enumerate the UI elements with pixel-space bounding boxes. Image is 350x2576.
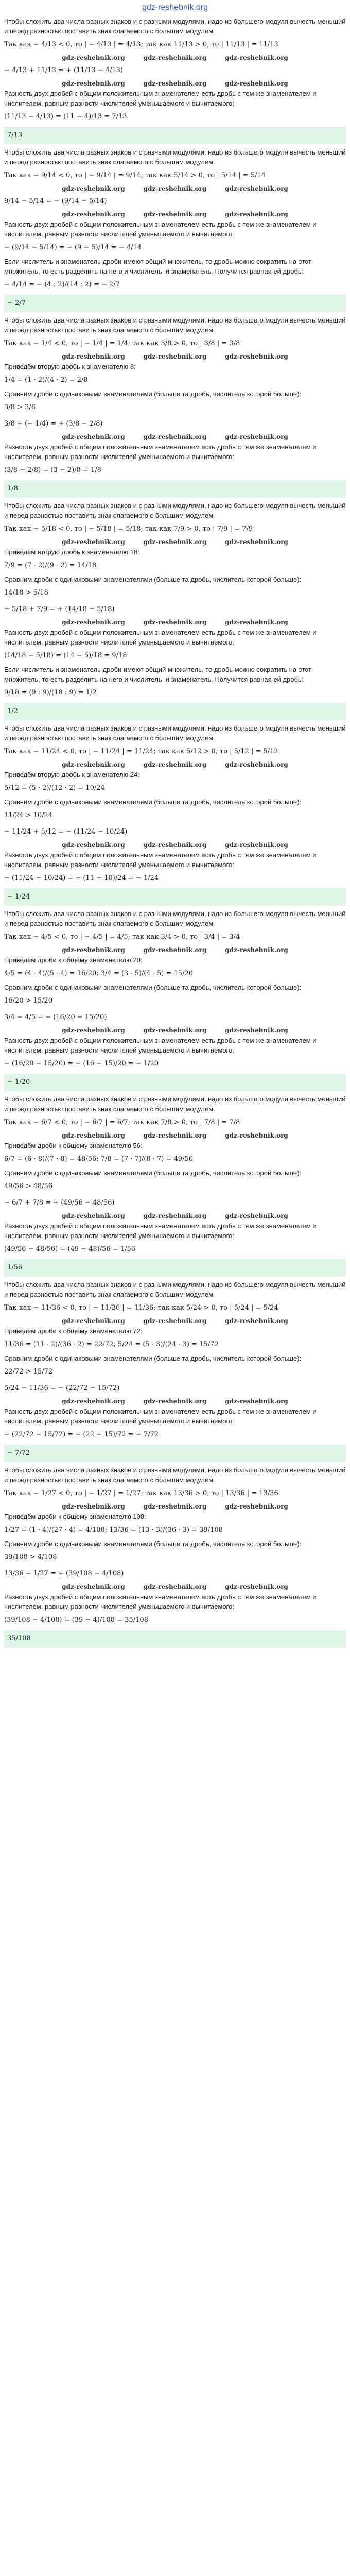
watermark: gdz-reshebnik.org (143, 1503, 207, 1510)
same-denominator-note: Разность двух дробей с общим положительным знаменателем есть дробь с тем же знаменателем и числителем, равным разности числителей уменьшаемого и вычитаемого: (4, 629, 317, 646)
watermark: gdz-reshebnik.org (225, 211, 288, 218)
watermark: gdz-reshebnik.org (143, 946, 207, 954)
watermark: gdz-reshebnik.org (143, 1317, 207, 1325)
common-denominator-step: 7/9 = (7 · 2)/(9 · 2) = 14/18 (4, 562, 97, 569)
compare-step: 14/18 > 5/18 (4, 589, 48, 597)
difference-step: (49/56 − 48/56) = (49 − 48)/56 = 1/56 (4, 1245, 136, 1253)
solution-block (4, 501, 346, 720)
common-denominator-step: 1/4 = (1 · 2)/(4 · 2) = 2/8 (4, 376, 88, 384)
rule-text: Чтобы сложить два числа разных знаков и с разными модулями, надо из большего модуля вычесть меньший и перед разностью поставить знак слагаемого с большим модулем. (4, 316, 346, 334)
difference-step: − (16/20 − 15/20) = − (16 − 15)/20 = − 1/20 (4, 1060, 159, 1067)
watermark: gdz-reshebnik.org (225, 841, 288, 849)
same-denominator-note: Разность двух дробей с общим положительным знаменателем есть дробь с тем же знаменателем и числителем, равным разности числителей уменьшаемого и вычитаемого: (4, 1593, 317, 1611)
watermark: gdz-reshebnik.org (62, 1132, 125, 1139)
solution-content (4, 16, 346, 1648)
watermark-row (4, 538, 346, 546)
solution-block (4, 1465, 346, 1648)
same-denominator-note: Разность двух дробей с общим положительным знаменателем есть дробь с тем же знаменателем и числителем, равным разности числителей уменьшаемого и вычитаемого: (4, 221, 317, 238)
watermark: gdz-reshebnik.org (62, 1398, 125, 1405)
compare-note: Сравним дроби с одинаковыми знаменателями (больше та дробь, числитель которой больше): (4, 1540, 302, 1548)
site-header[interactable]: gdz-reshebnik.org (142, 3, 208, 12)
answer-band: 1/8 (4, 480, 346, 498)
common-denominator-note: Приведём вторую дробь к знаменателю 8: (4, 363, 136, 370)
same-denominator-note: Разность двух дробей с общим положительным знаменателем есть дробь с тем же знаменателем и числителем, равным разности числителей уменьшаемого и вычитаемого: (4, 1408, 317, 1425)
watermark-row (4, 79, 346, 88)
answer-band: − 7/72 (4, 1445, 346, 1462)
answer-band: 35/108 (4, 1630, 346, 1648)
watermark: gdz-reshebnik.org (143, 1583, 207, 1590)
watermark: gdz-reshebnik.org (62, 1027, 125, 1034)
same-denominator-note: Разность двух дробей с общим положительным знаменателем есть дробь с тем же знаменателем и числителем, равным разности числителей уменьшаемого и вычитаемого: (4, 90, 317, 107)
solution-block (4, 723, 346, 906)
solution-block (4, 147, 346, 312)
watermark: gdz-reshebnik.org (143, 54, 207, 61)
watermark: gdz-reshebnik.org (225, 433, 288, 440)
watermark-row (4, 54, 346, 62)
compare-step: 39/108 > 4/108 (4, 1553, 57, 1561)
watermark: gdz-reshebnik.org (143, 433, 207, 440)
watermark-row (4, 841, 346, 849)
watermark: gdz-reshebnik.org (225, 1027, 288, 1034)
modulus-comparison: Так как − 5/18 < 0, то | − 5/18 | = 5/18; так как 7/9 > 0, то | 7/9 | = 7/9 (4, 525, 253, 533)
difference-step: (39/108 − 4/108) = (39 − 4)/108 = 35/108 (4, 1616, 148, 1624)
watermark: gdz-reshebnik.org (62, 185, 125, 192)
solution-block (4, 16, 346, 144)
sum-expression: 13/36 − 1/27 = + (39/108 − 4/108) (4, 1570, 124, 1578)
difference-step: − (22/72 − 15/72) = − (22 − 15)/72 = − 7/72 (4, 1431, 159, 1438)
watermark-row (4, 1502, 346, 1511)
watermark: gdz-reshebnik.org (62, 841, 125, 849)
compare-note: Сравним дроби с одинаковыми знаменателями (больше та дробь, числитель которой больше): (4, 1354, 302, 1362)
watermark-row (4, 618, 346, 626)
compare-note: Сравним дроби с одинаковыми знаменателями (больше та дробь, числитель которой больше): (4, 575, 302, 583)
reduce-step: − 4/14 = − (4 : 2)/(14 : 2) = − 2/7 (4, 281, 120, 289)
common-denominator-note: Приведём вторую дробь к знаменателю 18: (4, 548, 139, 556)
watermark: gdz-reshebnik.org (62, 211, 125, 218)
sum-expression: 5/24 − 11/36 = − (22/72 − 15/72) (4, 1384, 120, 1392)
common-denominator-note: Приведём вторую дробь к знаменателю 24: (4, 771, 139, 778)
watermark-row (4, 1317, 346, 1325)
watermark: gdz-reshebnik.org (225, 1583, 288, 1590)
watermark: gdz-reshebnik.org (62, 761, 125, 768)
answer-band: 7/13 (4, 127, 346, 144)
reduce-note: Если числитель и знаменатель дроби имеют общий множитель, то дробь можно сократить на этот множитель, то есть разделить на него и числитель, и знаменатель. Получится равная ей дробь: (4, 666, 311, 683)
watermark-row (4, 210, 346, 218)
watermark-row (4, 1397, 346, 1405)
watermark: gdz-reshebnik.org (225, 538, 288, 546)
reduce-note: Если числитель и знаменатель дроби имеют общий множитель, то дробь можно сократить на этот множитель, то есть разделить на него и числитель, и знаменатель. Получится равная ей дробь: (4, 258, 311, 275)
watermark: gdz-reshebnik.org (143, 1212, 207, 1219)
modulus-comparison: Так как − 9/14 < 0, то | − 9/14 | = 9/14; так как 5/14 > 0, то | 5/14 | = 5/14 (4, 172, 266, 179)
watermark: gdz-reshebnik.org (62, 80, 125, 87)
rule-text: Чтобы сложить два числа разных знаков и с разными модулями, надо из большего модуля вычесть меньший и перед разностью поставить знак слагаемого с большим модулем. (4, 724, 346, 742)
watermark: gdz-reshebnik.org (62, 1583, 125, 1590)
answer-band: − 2/7 (4, 295, 346, 312)
compare-note: Сравним дроби с одинаковыми знаменателями (больше та дробь, числитель которой больше): (4, 1169, 302, 1177)
watermark: gdz-reshebnik.org (62, 353, 125, 360)
difference-step: (3/8 − 2/8) = (3 − 2)/8 = 1/8 (4, 466, 101, 474)
rule-text: Чтобы сложить два числа разных знаков и с разными модулями, надо из большего модуля вычесть меньший и перед разностью поставить знак слагаемого с большим модулем. (4, 148, 346, 166)
compare-note: Сравним дроби с одинаковыми знаменателями (больше та дробь, числитель которой больше): (4, 798, 302, 806)
watermark: gdz-reshebnik.org (225, 761, 288, 768)
answer-band: 1/2 (4, 703, 346, 720)
difference-step: − (11/24 − 10/24) = − (11 − 10)/24 = − 1/24 (4, 874, 159, 882)
compare-step: 49/56 > 48/56 (4, 1182, 53, 1190)
compare-note: Сравним дроби с одинаковыми знаменателями (больше та дробь, числитель которой больше): (4, 390, 302, 398)
same-denominator-note: Разность двух дробей с общим положительным знаменателем есть дробь с тем же знаменателем и числителем, равным разности числителей уменьшаемого и вычитаемого: (4, 1037, 317, 1054)
same-denominator-note: Разность двух дробей с общим положительным знаменателем есть дробь с тем же знаменателем и числителем, равным разности числителей уменьшаемого и вычитаемого: (4, 443, 317, 461)
rule-text: Чтобы сложить два числа разных знаков и с разными модулями, надо из большего модуля вычесть меньший и перед разностью поставить знак слагаемого с большим модулем. (4, 1095, 346, 1113)
watermark: gdz-reshebnik.org (225, 946, 288, 954)
watermark-row (4, 1583, 346, 1591)
watermark: gdz-reshebnik.org (62, 1317, 125, 1325)
common-denominator-step: 4/5 = (4 · 4)/(5 · 4) = 16/20; 3/4 = (3 · 5)/(4 · 5) = 15/20 (4, 970, 194, 977)
watermark: gdz-reshebnik.org (62, 54, 125, 61)
watermark-row (4, 1026, 346, 1035)
compare-step: 11/24 > 10/24 (4, 811, 53, 819)
modulus-comparison: Так как − 6/7 < 0, то | − 6/7 | = 6/7; так как 7/8 > 0, то | 7/8 | = 7/8 (4, 1118, 240, 1126)
watermark: gdz-reshebnik.org (143, 841, 207, 849)
watermark-row (4, 760, 346, 769)
compare-step: 3/8 > 2/8 (4, 403, 36, 411)
watermark: gdz-reshebnik.org (143, 1027, 207, 1034)
modulus-comparison: Так как − 1/4 < 0, то | − 1/4 | = 1/4; так как 3/8 > 0, то | 3/8 | = 3/8 (4, 340, 240, 347)
watermark: gdz-reshebnik.org (225, 1317, 288, 1325)
watermark: gdz-reshebnik.org (225, 1398, 288, 1405)
watermark: gdz-reshebnik.org (62, 538, 125, 546)
watermark: gdz-reshebnik.org (225, 1132, 288, 1139)
watermark: gdz-reshebnik.org (225, 54, 288, 61)
same-denominator-note: Разность двух дробей с общим положительным знаменателем есть дробь с тем же знаменателем и числителем, равным разности числителей уменьшаемого и вычитаемого: (4, 851, 317, 869)
common-denominator-note: Приведём дроби к общему знаменателю 56: (4, 1142, 143, 1149)
common-denominator-step: 5/12 = (5 · 2)/(12 · 2) = 10/24 (4, 784, 105, 792)
rule-text: Чтобы сложить два числа разных знаков и с разными модулями, надо из большего модуля вычесть меньший и перед разностью поставить знак слагаемого с большим модулем. (4, 910, 346, 927)
common-denominator-step: 1/27 = (1 · 4)/(27 · 4) = 4/108; 13/36 = (13 · 3)/(36 · 3) = 39/108 (4, 1526, 223, 1534)
modulus-comparison: Так как − 11/36 < 0, то | − 11/36 | = 11/36; так как 5/24 > 0, то | 5/24 | = 5/24 (4, 1304, 278, 1312)
watermark-row (4, 1212, 346, 1220)
solution-block (4, 1094, 346, 1277)
watermark-row (4, 1131, 346, 1140)
modulus-comparison: Так как − 4/5 < 0, то | − 4/5 | = 4/5; так как 3/4 > 0, то | 3/4 | = 3/4 (4, 933, 240, 941)
common-denominator-note: Приведём дроби к общему знаменателю 72: (4, 1327, 143, 1335)
watermark: gdz-reshebnik.org (143, 353, 207, 360)
common-denominator-step: 11/36 = (11 · 2)/(36 · 2) = 22/72; 5/24 = (5 · 3)/(24 · 3) = 15/72 (4, 1341, 219, 1348)
answer-band: 1/56 (4, 1259, 346, 1277)
watermark: gdz-reshebnik.org (143, 1132, 207, 1139)
watermark: gdz-reshebnik.org (143, 619, 207, 626)
common-denominator-note: Приведём дроби к общему знаменателю 108: (4, 1513, 146, 1520)
difference-step: (11/13 − 4/13) = (11 − 4)/13 = 7/13 (4, 113, 127, 121)
watermark: gdz-reshebnik.org (143, 80, 207, 87)
watermark: gdz-reshebnik.org (143, 761, 207, 768)
sum-expression: − 11/24 + 5/12 = − (11/24 − 10/24) (4, 828, 128, 836)
modulus-comparison: Так как − 11/24 < 0, то | − 11/24 | = 11/24; так как 5/12 > 0, то | 5/12 | = 5/12 (4, 748, 278, 755)
compare-step: 16/20 > 15/20 (4, 997, 53, 1005)
compare-step: 22/72 > 15/72 (4, 1368, 53, 1376)
same-denominator-note: Разность двух дробей с общим положительным знаменателем есть дробь с тем же знаменателем и числителем, равным разности числителей уменьшаемого и вычитаемого: (4, 1222, 317, 1240)
sum-expression: − 6/7 + 7/8 = + (49/56 − 48/56) (4, 1199, 115, 1207)
watermark-row (4, 433, 346, 441)
sum-expression: 3/4 − 4/5 = − (16/20 − 15/20) (4, 1013, 107, 1021)
watermark: gdz-reshebnik.org (143, 1398, 207, 1405)
watermark: gdz-reshebnik.org (62, 946, 125, 954)
watermark: gdz-reshebnik.org (62, 619, 125, 626)
watermark: gdz-reshebnik.org (225, 185, 288, 192)
sum-expression: 3/8 + (− 1/4) = + (3/8 − 2/8) (4, 420, 103, 428)
watermark: gdz-reshebnik.org (143, 211, 207, 218)
rule-text: Чтобы сложить два числа разных знаков и с разными модулями, надо из большего модуля вычесть меньший и перед разностью поставить знак слагаемого с большим модулем. (4, 1281, 346, 1298)
rule-text: Чтобы сложить два числа разных знаков и с разными модулями, надо из большего модуля вычесть меньший и перед разностью поставить знак слагаемого с большим модулем. (4, 502, 346, 519)
watermark: gdz-reshebnik.org (225, 619, 288, 626)
modulus-comparison: Так как − 1/27 < 0, то | − 1/27 | = 1/27; так как 13/36 > 0, то | 13/36 | = 13/36 (4, 1489, 278, 1497)
watermark: gdz-reshebnik.org (62, 1503, 125, 1510)
watermark: gdz-reshebnik.org (62, 433, 125, 440)
watermark: gdz-reshebnik.org (225, 1503, 288, 1510)
common-denominator-note: Приведём дроби к общему знаменателю 20: (4, 956, 143, 964)
reduce-step: 9/18 = (9 : 9)/(18 : 9) = 1/2 (4, 689, 97, 697)
watermark-row (4, 946, 346, 954)
sum-expression: − 4/13 + 11/13 = + (11/13 − 4/13) (4, 66, 123, 74)
watermark-row (4, 352, 346, 361)
modulus-comparison: Так как − 4/13 < 0, то | − 4/13 | = 4/13; так как 11/13 > 0, то | 11/13 | = 11/13 (4, 41, 278, 48)
rule-text: Чтобы сложить два числа разных знаков и с разными модулями, надо из большего модуля вычесть меньший и перед разностью поставить знак слагаемого с большим модулем. (4, 18, 346, 35)
difference-step: (14/18 − 5/18) = (14 − 5)/18 = 9/18 (4, 652, 127, 659)
watermark: gdz-reshebnik.org (143, 538, 207, 546)
watermark: gdz-reshebnik.org (143, 185, 207, 192)
rule-text: Чтобы сложить два числа разных знаков и с разными модулями, надо из большего модуля вычесть меньший и перед разностью поставить знак слагаемого с большим модулем. (4, 1466, 346, 1484)
watermark: gdz-reshebnik.org (225, 1212, 288, 1219)
solution-block (4, 315, 346, 498)
watermark-row (4, 184, 346, 193)
answer-band: − 1/24 (4, 888, 346, 906)
difference-step: − (9/14 − 5/14) = − (9 − 5)/14 = − 4/14 (4, 244, 142, 251)
sum-expression: − 5/18 + 7/9 = + (14/18 − 5/18) (4, 605, 115, 613)
compare-note: Сравним дроби с одинаковыми знаменателями (больше та дробь, числитель которой больше): (4, 984, 302, 991)
solution-block (4, 909, 346, 1091)
watermark: gdz-reshebnik.org (225, 353, 288, 360)
watermark: gdz-reshebnik.org (225, 80, 288, 87)
answer-band: − 1/20 (4, 1074, 346, 1091)
solution-block (4, 1280, 346, 1462)
watermark: gdz-reshebnik.org (62, 1212, 125, 1219)
sum-expression: 9/14 − 5/14 = − (9/14 − 5/14) (4, 197, 107, 205)
common-denominator-step: 6/7 = (6 · 8)/(7 · 8) = 48/56; 7/8 = (7 · 7)/(8 · 7) = 49/56 (4, 1155, 194, 1163)
